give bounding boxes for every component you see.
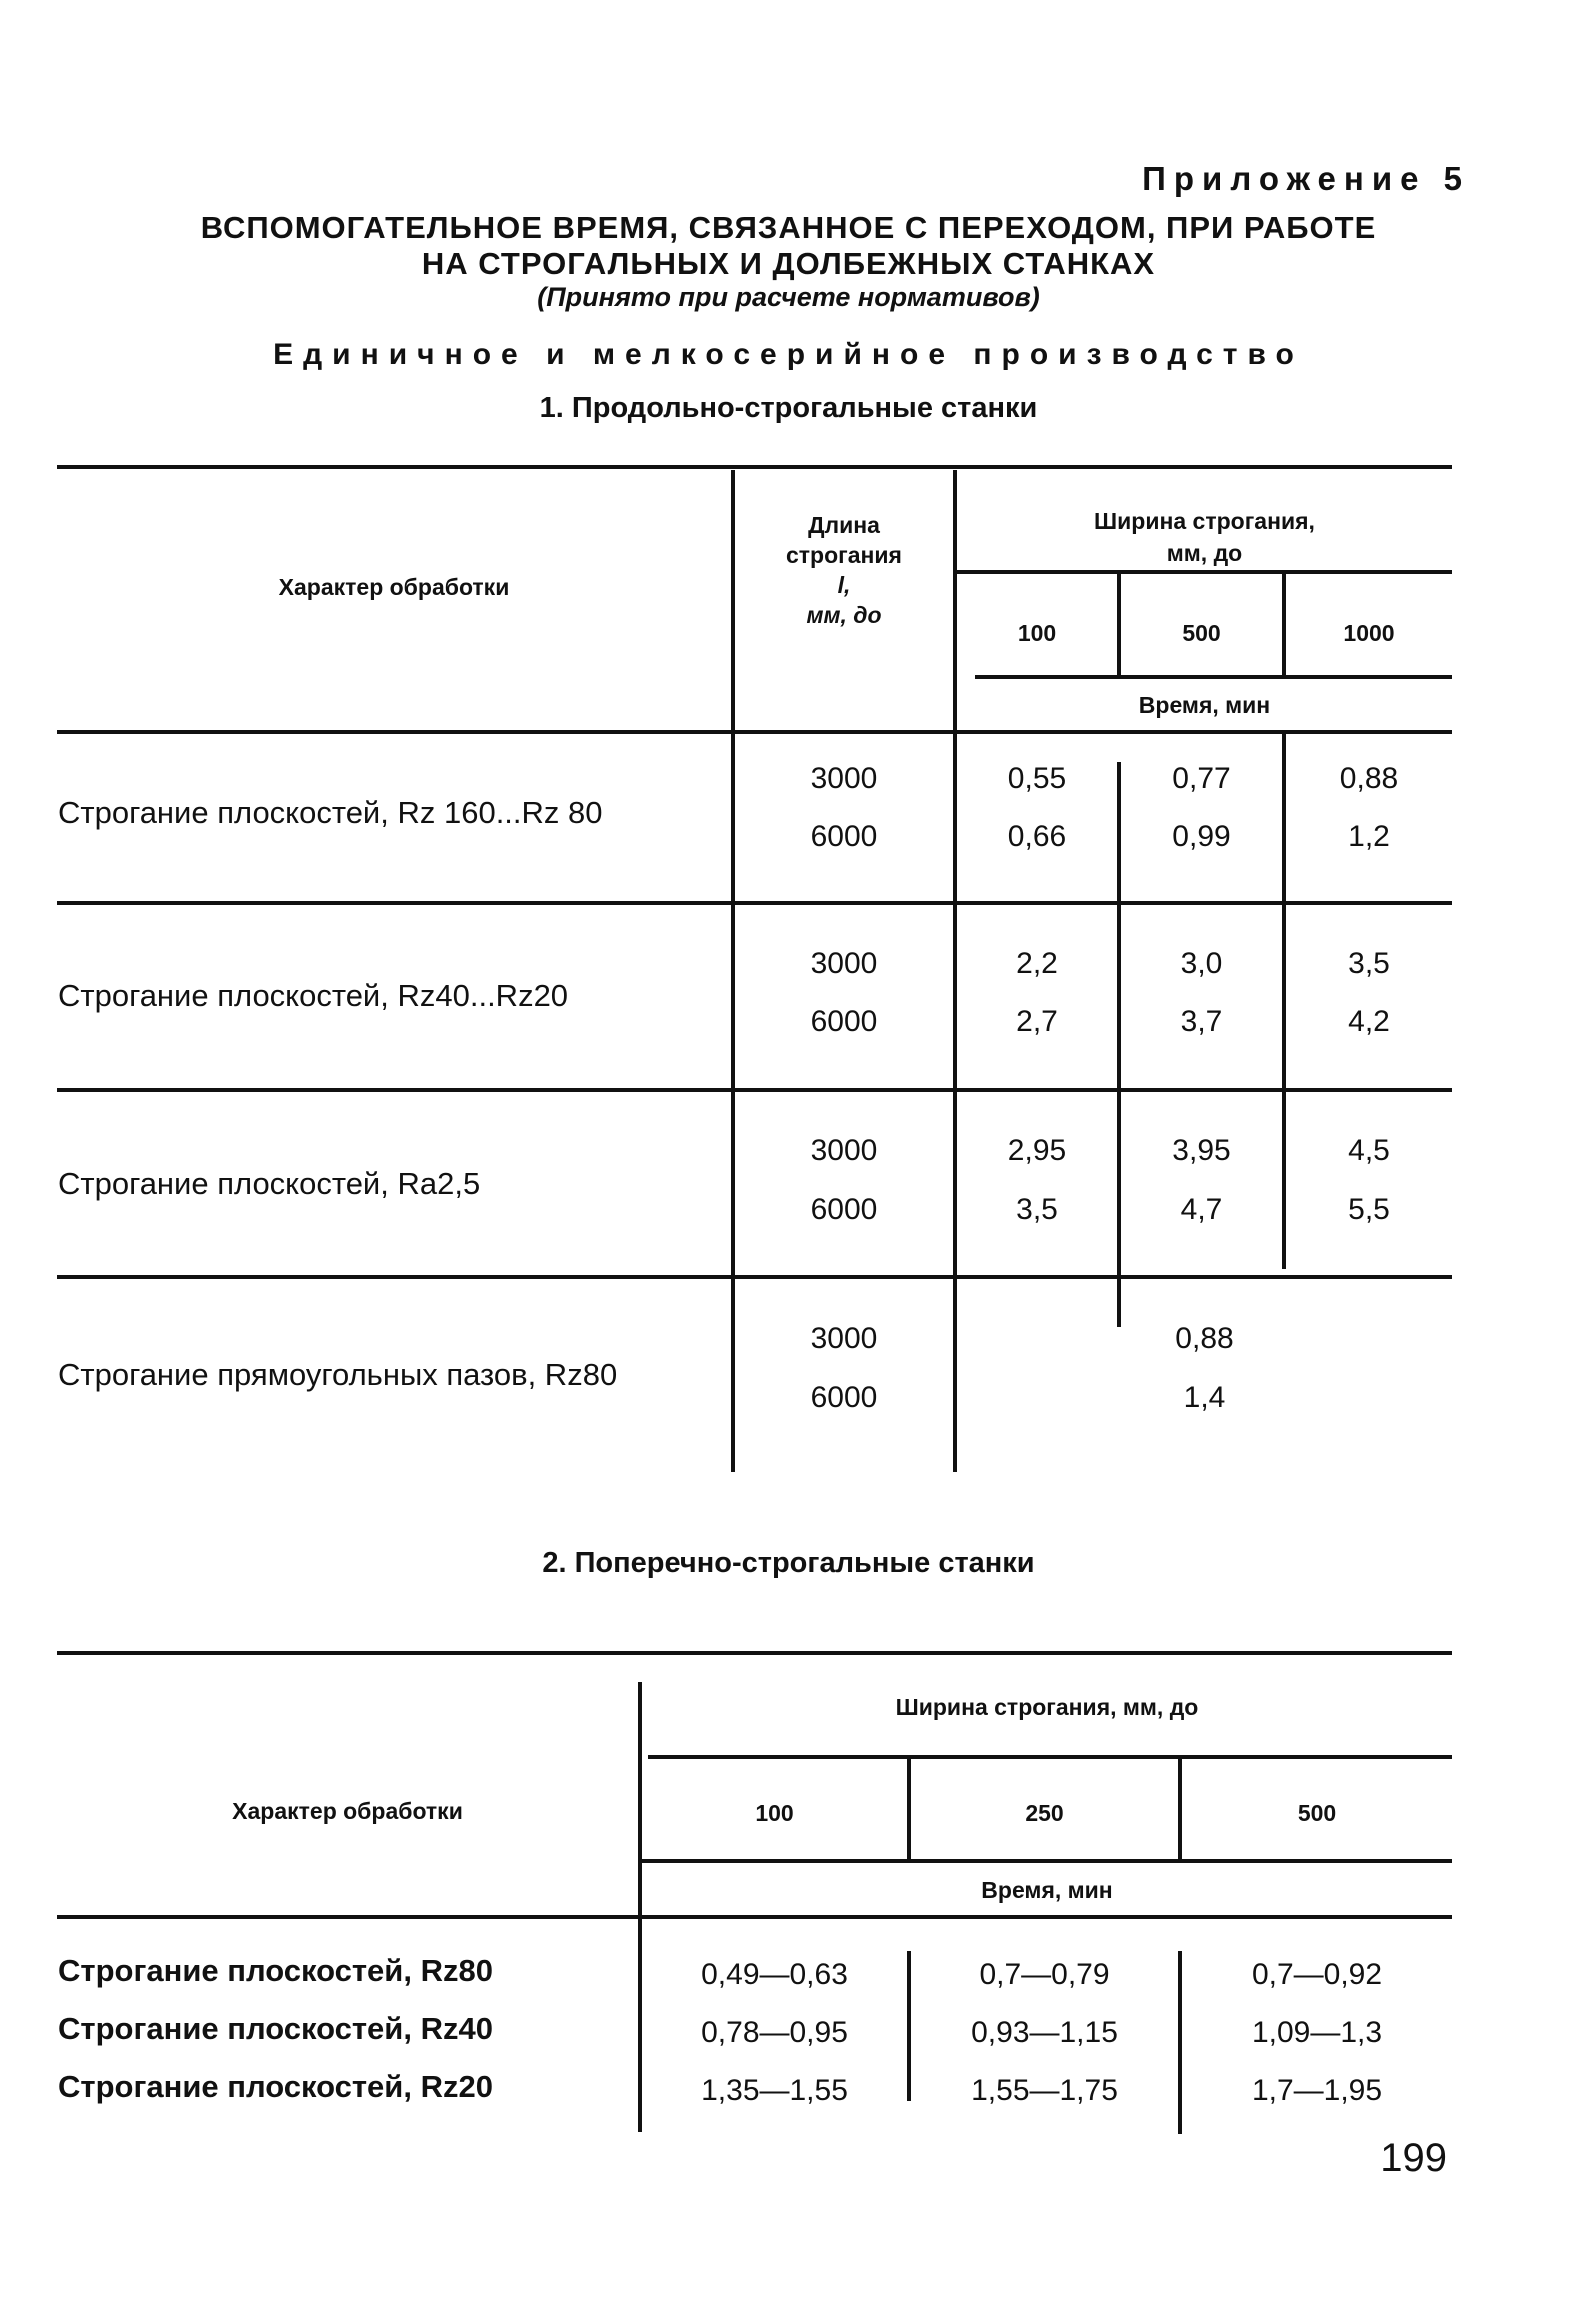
table1-value-cell: 0,55 [1007, 762, 1067, 795]
table1-width-100: 100 [1017, 620, 1057, 646]
table1-time-label: Время, мин [1138, 692, 1271, 718]
table2-value-cell: 1,7—1,95 [1251, 2074, 1383, 2107]
document-title-line-1: ВСПОМОГАТЕЛЬНОЕ ВРЕМЯ, СВЯЗАННОЕ С ПЕРЕХОДОМ, ПРИ РАБОТЕ [200, 210, 1377, 245]
table1-col-length-line: l, [837, 572, 851, 598]
table2-row-label: Строгание плоскостей, Rz80 [58, 1953, 493, 1988]
table1-col-length-line: строгания [786, 542, 902, 568]
table1-col-length [735, 510, 953, 630]
table2-value-cell: 0,7—0,92 [1251, 1958, 1383, 1991]
table2-row-label: Строгание плоскостей, Rz40 [58, 2011, 493, 2046]
table1-row-label: Строгание плоскостей, Rz40...Rz20 [58, 978, 569, 1013]
table2-value-cell: 0,49—0,63 [701, 1958, 848, 1991]
document-subtitle: (Принято при расчете нормативов) [537, 282, 1040, 312]
table1-merged-value-cell: 0,88 [1175, 1322, 1234, 1355]
table1-merged-value-cell: 1,4 [1183, 1381, 1226, 1414]
table1-value-cell: 3,7 [1180, 1005, 1223, 1038]
table1-col-width-line: Ширина строгания, [1094, 508, 1315, 534]
table1-row-label: Строгание плоскостей, Rz 160...Rz 80 [58, 795, 603, 830]
table1-value-cell: 2,2 [1016, 947, 1058, 980]
table1-length-cell: 3000 [810, 1134, 878, 1167]
table2-col-width: Ширина строгания, мм, до [895, 1694, 1199, 1720]
table1-value-cell: 4,5 [1348, 1134, 1390, 1167]
table1-col-character: Характер обработки [278, 574, 510, 600]
table2-row-label: Строгание плоскостей, Rz20 [58, 2069, 493, 2104]
table1-value-cell: 5,5 [1348, 1193, 1390, 1226]
table2-value-cell: 0,7—0,79 [979, 1958, 1110, 1991]
table1-length-cell: 6000 [810, 820, 878, 853]
table1-length-cell: 3000 [810, 947, 878, 980]
table1-section-title: 1. Продольно-строгальные станки [539, 392, 1038, 424]
table1-row-label: Строгание плоскостей, Ra2,5 [58, 1166, 481, 1201]
production-type-heading: Единичное и мелкосерийное производство [273, 338, 1304, 371]
table2-value-cell: 1,35—1,55 [701, 2074, 848, 2107]
table1-value-cell: 4,7 [1180, 1193, 1223, 1226]
table1-value-cell: 3,5 [1348, 947, 1390, 980]
table1-length-cell: 6000 [810, 1193, 878, 1226]
table1-col-width-line: мм, до [1166, 540, 1243, 566]
table2-width-250: 250 [1025, 1800, 1064, 1826]
table1-col-length-line: мм, до [806, 602, 882, 628]
document-title-line-2: НА СТРОГАЛЬНЫХ И ДОЛБЕЖНЫХ СТАНКАХ [421, 246, 1156, 281]
table1-value-cell: 1,2 [1348, 820, 1390, 853]
table1-width-1000: 1000 [1343, 620, 1395, 646]
table1-length-cell: 6000 [810, 1381, 878, 1414]
table1-value-cell: 0,77 [1172, 762, 1231, 795]
table2-section-title: 2. Поперечно-строгальные станки [542, 1547, 1035, 1579]
table1-length-cell: 3000 [810, 762, 878, 795]
table1-value-cell: 0,66 [1007, 820, 1067, 853]
table1-value-cell: 3,95 [1172, 1134, 1231, 1167]
table2-time-label: Время, мин [981, 1877, 1113, 1903]
table2-value-cell: 0,93—1,15 [971, 2016, 1118, 2049]
table1-value-cell: 4,2 [1348, 1005, 1390, 1038]
table1-length-cell: 3000 [810, 1322, 878, 1355]
page-number: 199 [1380, 2136, 1447, 2180]
table1-value-cell: 0,99 [1172, 820, 1231, 853]
table1-row-label: Строгание прямоугольных пазов, Rz80 [58, 1357, 618, 1392]
table2-value-cell: 1,09—1,3 [1251, 2016, 1383, 2049]
table1-length-cell: 6000 [810, 1005, 878, 1038]
table1-width-500: 500 [1182, 620, 1221, 646]
table1-value-cell: 3,5 [1016, 1193, 1058, 1226]
table2-width-100: 100 [755, 1800, 794, 1826]
table2-value-cell: 0,78—0,95 [701, 2016, 848, 2049]
appendix-label: Приложение 5 [1142, 160, 1470, 197]
table1-value-cell: 3,0 [1180, 947, 1223, 980]
table2-col-character: Характер обработки [232, 1798, 463, 1824]
table2-value-cell: 1,55—1,75 [971, 2074, 1118, 2107]
table2-width-500: 500 [1297, 1800, 1337, 1826]
table1-value-cell: 2,95 [1007, 1134, 1067, 1167]
table1-col-length-line: Длина [808, 512, 880, 538]
table1-value-cell: 2,7 [1016, 1005, 1058, 1038]
table1-col-width [957, 505, 1452, 569]
table1-value-cell: 0,88 [1339, 762, 1399, 795]
